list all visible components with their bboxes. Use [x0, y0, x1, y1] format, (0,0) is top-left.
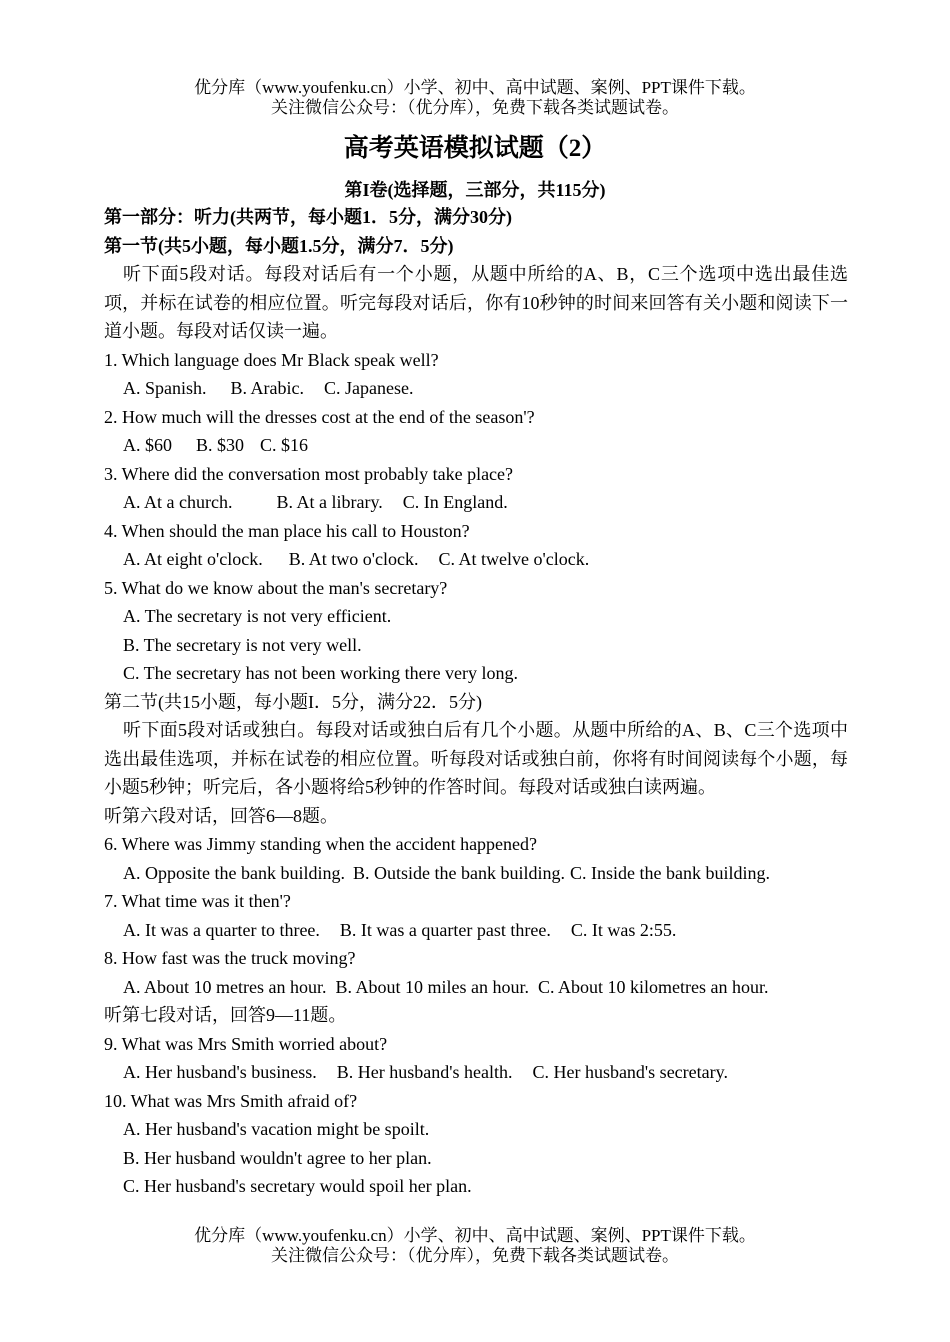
option-c: C. Her husband's secretary would spoil her plan. [123, 1176, 472, 1196]
question-options [104, 374, 848, 403]
footer-line-2: 关注微信公众号：（优分库），免费下载各类试题试卷。 [271, 1246, 679, 1265]
option-b: B. Outside the bank building. [352, 862, 565, 883]
header-line-2: 关注微信公众号：（优分库），免费下载各类试题试卷。 [271, 98, 679, 117]
section1-instructions: 听下面5段对话。每段对话后有一个小题，从题中所给的A、B，C三个选项中选出最佳选项，并标在试卷的相应位置。听完每段对话后，你有10秒钟的时间来回答有关小题和阅读下一道小题。每段对话仅读一遍。 [104, 264, 848, 341]
exam-content [104, 203, 848, 1201]
section2-instructions: 听下面5段对话或独白。每段对话或独白后有几个小题。从题中所给的A、B、C三个选项中选出最佳选项，并标在试卷的相应位置。听每段对话或独白前，你将有时间阅读每个小题，每小题5秒钟；听完后，各小题将给5秒钟的作答时间。每段对话或独白读两遍。 [104, 720, 848, 797]
option-c: C. About 10 kilometres an hour. [537, 976, 769, 997]
question-options [104, 1058, 848, 1087]
question-stem: 7. What time was it then'? [104, 891, 291, 911]
option-b: B. It was a quarter past three. [339, 919, 551, 940]
option-c: C. In England. [402, 492, 508, 512]
question-stem: 8. How fast was the truck moving? [104, 948, 356, 968]
option-b: B. $30 [196, 435, 245, 455]
option-a: A. Spanish. [123, 378, 207, 398]
option-b: B. Arabic. [230, 378, 305, 398]
option-a: A. Opposite the bank building. [123, 862, 345, 883]
question-stem: 2. How much will the dresses cost at the end of the season'? [104, 406, 535, 427]
question-options [104, 431, 848, 460]
footer-line-1: 优分库（www.youfenku.cn）小学、初中、高中试题、案例、PPT课件下载。 [194, 1226, 756, 1245]
question-options [104, 973, 848, 1002]
part1-heading: 第一部分：听力(共两节，每小题1．5分，满分30分) [104, 207, 512, 227]
option-a: A. Her husband's business. [123, 1062, 317, 1082]
question-stem: 3. Where did the conversation most probably take place? [104, 463, 514, 484]
dialog-6-instruction: 听第六段对话，回答6—8题。 [104, 805, 338, 826]
header-line-1: 优分库（www.youfenku.cn）小学、初中、高中试题、案例、PPT课件下载。 [194, 78, 756, 97]
dialog-7-instruction: 听第七段对话，回答9—11题。 [104, 1005, 347, 1025]
question-options [104, 859, 848, 888]
option-a: A. About 10 metres an hour. [123, 976, 327, 997]
option-c: C. At twelve o'clock. [438, 549, 590, 569]
question-options [104, 545, 848, 574]
option-c: C. Her husband's secretary. [532, 1062, 728, 1082]
option-a: A. $60 [123, 435, 172, 455]
option-c: C. Inside the bank building. [569, 862, 770, 883]
option-b: B. About 10 miles an hour. [335, 976, 529, 997]
volume-heading: 第I卷(选择题，三部分，共115分) [344, 180, 606, 200]
option-a: A. At a church. [123, 492, 233, 512]
section1-heading: 第一节(共5小题，每小题1.5分，满分7．5分) [104, 235, 454, 256]
page-title: 高考英语模拟试题（2） [343, 135, 607, 162]
question-stem: 9. What was Mrs Smith worried about? [104, 1033, 388, 1054]
question-options [104, 488, 848, 517]
option-a: A. Her husband's vacation might be spoilt. [123, 1119, 430, 1139]
option-b: B. The secretary is not very well. [123, 634, 362, 655]
option-c: C. It was 2:55. [570, 919, 677, 940]
option-b: B. At two o'clock. [288, 549, 419, 569]
option-c: C. The secretary has not been working there very long. [123, 663, 519, 683]
option-c: C. Japanese. [324, 378, 414, 398]
question-stem: 4. When should the man place his call to Houston? [104, 520, 470, 541]
option-c: C. $16 [260, 435, 309, 455]
option-b: B. At a library. [276, 492, 383, 512]
option-a: A. At eight o'clock. [123, 549, 263, 569]
question-stem: 1. Which language does Mr Black speak well? [104, 349, 439, 370]
question-stem: 5. What do we know about the man's secretary? [104, 577, 448, 598]
question-options [104, 916, 848, 945]
option-a: A. The secretary is not very efficient. [123, 606, 392, 626]
option-b: B. Her husband's health. [336, 1062, 513, 1082]
section2-heading: 第二节(共15小题，每小题I．5分，满分22．5分) [104, 691, 482, 712]
option-a: A. It was a quarter to three. [123, 919, 320, 940]
question-stem: 10. What was Mrs Smith afraid of? [104, 1090, 358, 1111]
question-stem: 6. Where was Jimmy standing when the accident happened? [104, 834, 538, 854]
option-b: B. Her husband wouldn't agree to her plan. [123, 1147, 432, 1168]
